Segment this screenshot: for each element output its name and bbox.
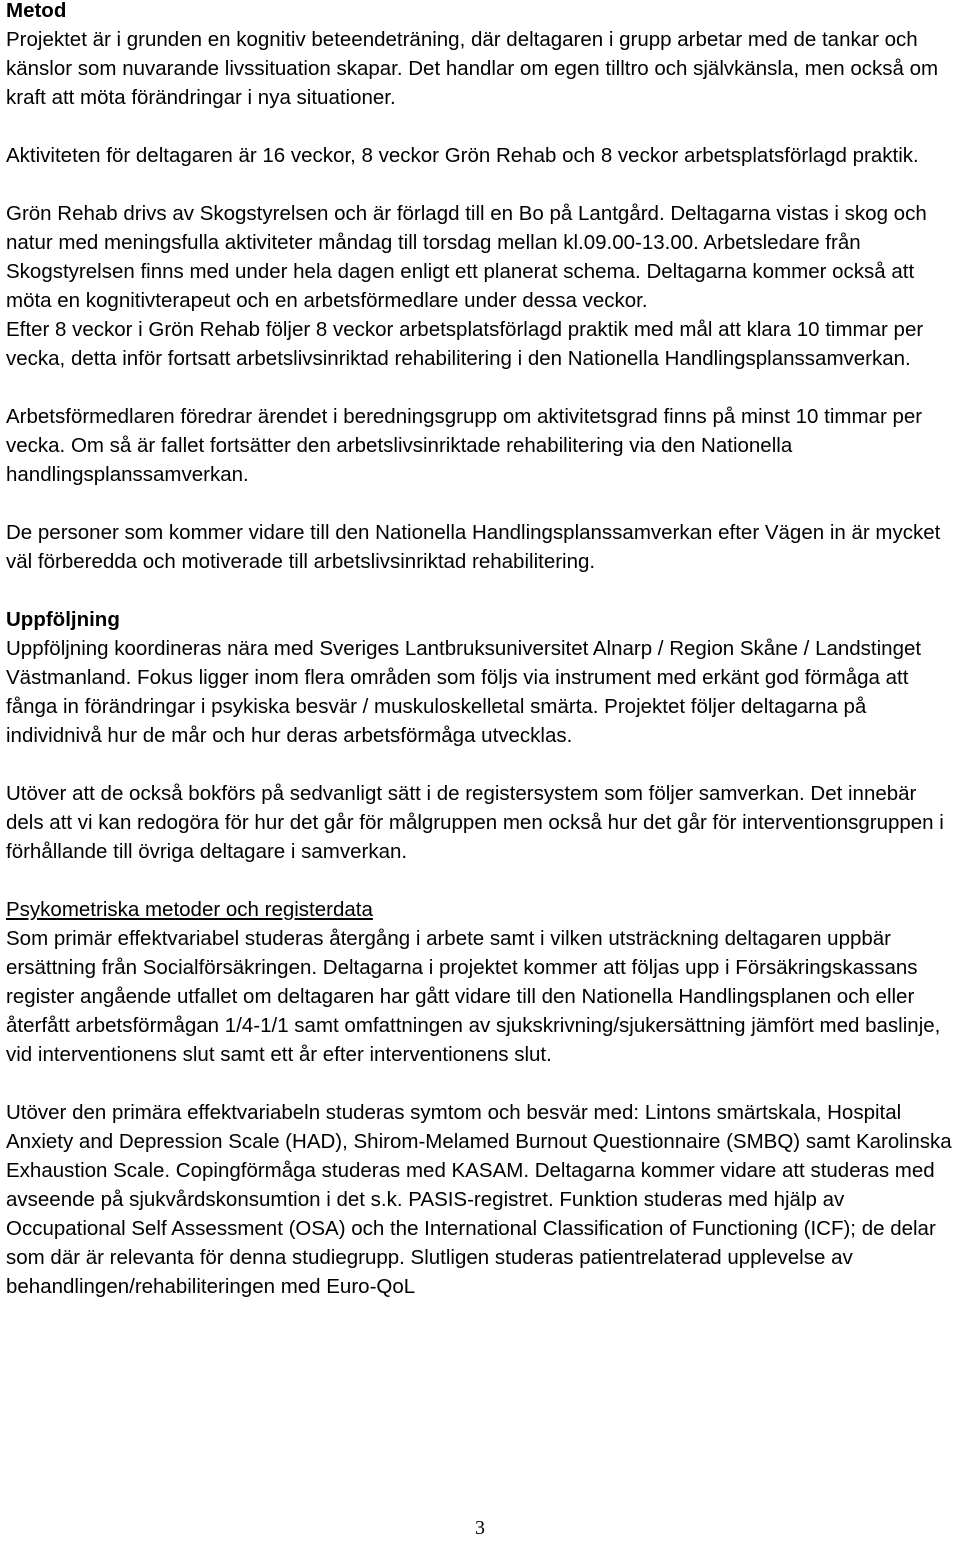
paragraph-gap bbox=[6, 373, 956, 402]
paragraph-psykometriska-symtom: Utöver den primära effektvariabeln studeras symtom och besvär med: Lintons smärtskala, Hospital Anxiety and Depression Scale (HAD), Shirom-Melamed Burnout Questionnaire (SMBQ) samt Karolinska Exhaustion Scale. Copingförmåga studeras med KASAM. Deltagarna kommer vidare att studeras med avseende på sjukvårdskonsumtion i det s.k. PASIS-registret. Funktion studeras med hjälp av Occupational Self Assessment (OSA) och the International Classification of Functioning (ICF); de delar som där är relevanta för denna studiegrupp. Slutligen studeras patientrelaterad upplevelse av behandlingen/rehabiliteringen med Euro-QoL bbox=[6, 1101, 952, 1298]
section-heading-psykometriska: Psykometriska metoder och registerdata bbox=[6, 898, 373, 921]
paragraph-metod-praktik: Efter 8 veckor i Grön Rehab följer 8 veckor arbetsplatsförlagd praktik med mål att klara 10 timmar per vecka, detta inför fortsatt arbetslivsinriktad rehabilitering i den Nationella Handlingsplanssamverkan. bbox=[6, 318, 924, 370]
paragraph-uppfoljning-registersystem: Utöver att de också bokförs på sedvanligt sätt i de registersystem som följer samverkan. Det innebär dels att vi kan redogöra för hur det går för målgruppen men också hur det går för interventionsgruppen i förhållande till övriga deltagare i samverkan. bbox=[6, 782, 944, 863]
paragraph-gap bbox=[6, 112, 956, 141]
paragraph-metod-intro: Projektet är i grunden en kognitiv beteendeträning, där deltagaren i grupp arbetar med de tankar och känslor som nuvarande livssituation skapar. Det handlar om egen tilltro och självkänsla, men också om kraft att möta förändringar i nya situationer. bbox=[6, 28, 939, 109]
paragraph-psykometriska-effektvariabel: Som primär effektvariabel studeras återgång i arbete samt i vilken utsträckning deltagaren uppbär ersättning från Socialförsäkringen. Deltagarna i projektet kommer att följas upp i Försäkringskassans register angående utfallet om deltagaren har gått vidare till den Nationella Handlingsplanen och eller återfått arbetsförmågan 1/4-1/1 samt omfattningen av sjukskrivning/sjukersättning jämfört med baslinje, vid interventionens slut samt ett år efter interventionens slut. bbox=[6, 927, 941, 1066]
paragraph-gap bbox=[6, 750, 956, 779]
paragraph-gap bbox=[6, 170, 956, 199]
document-page bbox=[6, 0, 956, 1301]
paragraph-uppfoljning-koordinering: Uppföljning koordineras nära med Sveriges Lantbruksuniversitet Alnarp / Region Skåne / Landstinget Västmanland. Fokus ligger inom flera områden som följs via instrument med erkänt god förmåga att fånga in förändringar i psykiska besvär / muskuloskelletal smärta. Projektet följer deltagarna på individnivå hur de mår och hur deras arbetsförmåga utvecklas. bbox=[6, 637, 922, 747]
paragraph-metod-personer: De personer som kommer vidare till den Nationella Handlingsplanssamverkan efter Vägen in är mycket väl förberedda och motiverade till arbetslivsinriktad rehabilitering. bbox=[6, 521, 941, 573]
paragraph-metod-arbetsformedlare: Arbetsförmedlaren föredrar ärendet i beredningsgrupp om aktivitetsgrad finns på minst 10 timmar per vecka. Om så är fallet fortsätter den arbetslivsinriktade rehabilitering via den Nationella handlingsplanssamverkan. bbox=[6, 405, 923, 486]
paragraph-gap bbox=[6, 576, 956, 605]
section-heading-uppfoljning: Uppföljning bbox=[6, 608, 120, 631]
section-heading-metod: Metod bbox=[6, 0, 67, 22]
paragraph-gap bbox=[6, 489, 956, 518]
page-number: 3 bbox=[475, 1517, 485, 1539]
paragraph-metod-aktivitet: Aktiviteten för deltagaren är 16 veckor, 8 veckor Grön Rehab och 8 veckor arbetsplatsförlagd praktik. bbox=[6, 144, 919, 167]
paragraph-gap bbox=[6, 866, 956, 895]
paragraph-metod-gron-rehab: Grön Rehab drivs av Skogstyrelsen och är förlagd till en Bo på Lantgård. Deltagarna vistas i skog och natur med meningsfulla aktiviteter måndag till torsdag mellan kl.09.00-13.00. Arbetsledare från Skogstyrelsen finns med under hela dagen enligt ett planerat schema. Deltagarna kommer också att möta en kognitivterapeut och en arbetsförmedlare under dessa veckor. bbox=[6, 202, 927, 312]
paragraph-gap bbox=[6, 1069, 956, 1098]
